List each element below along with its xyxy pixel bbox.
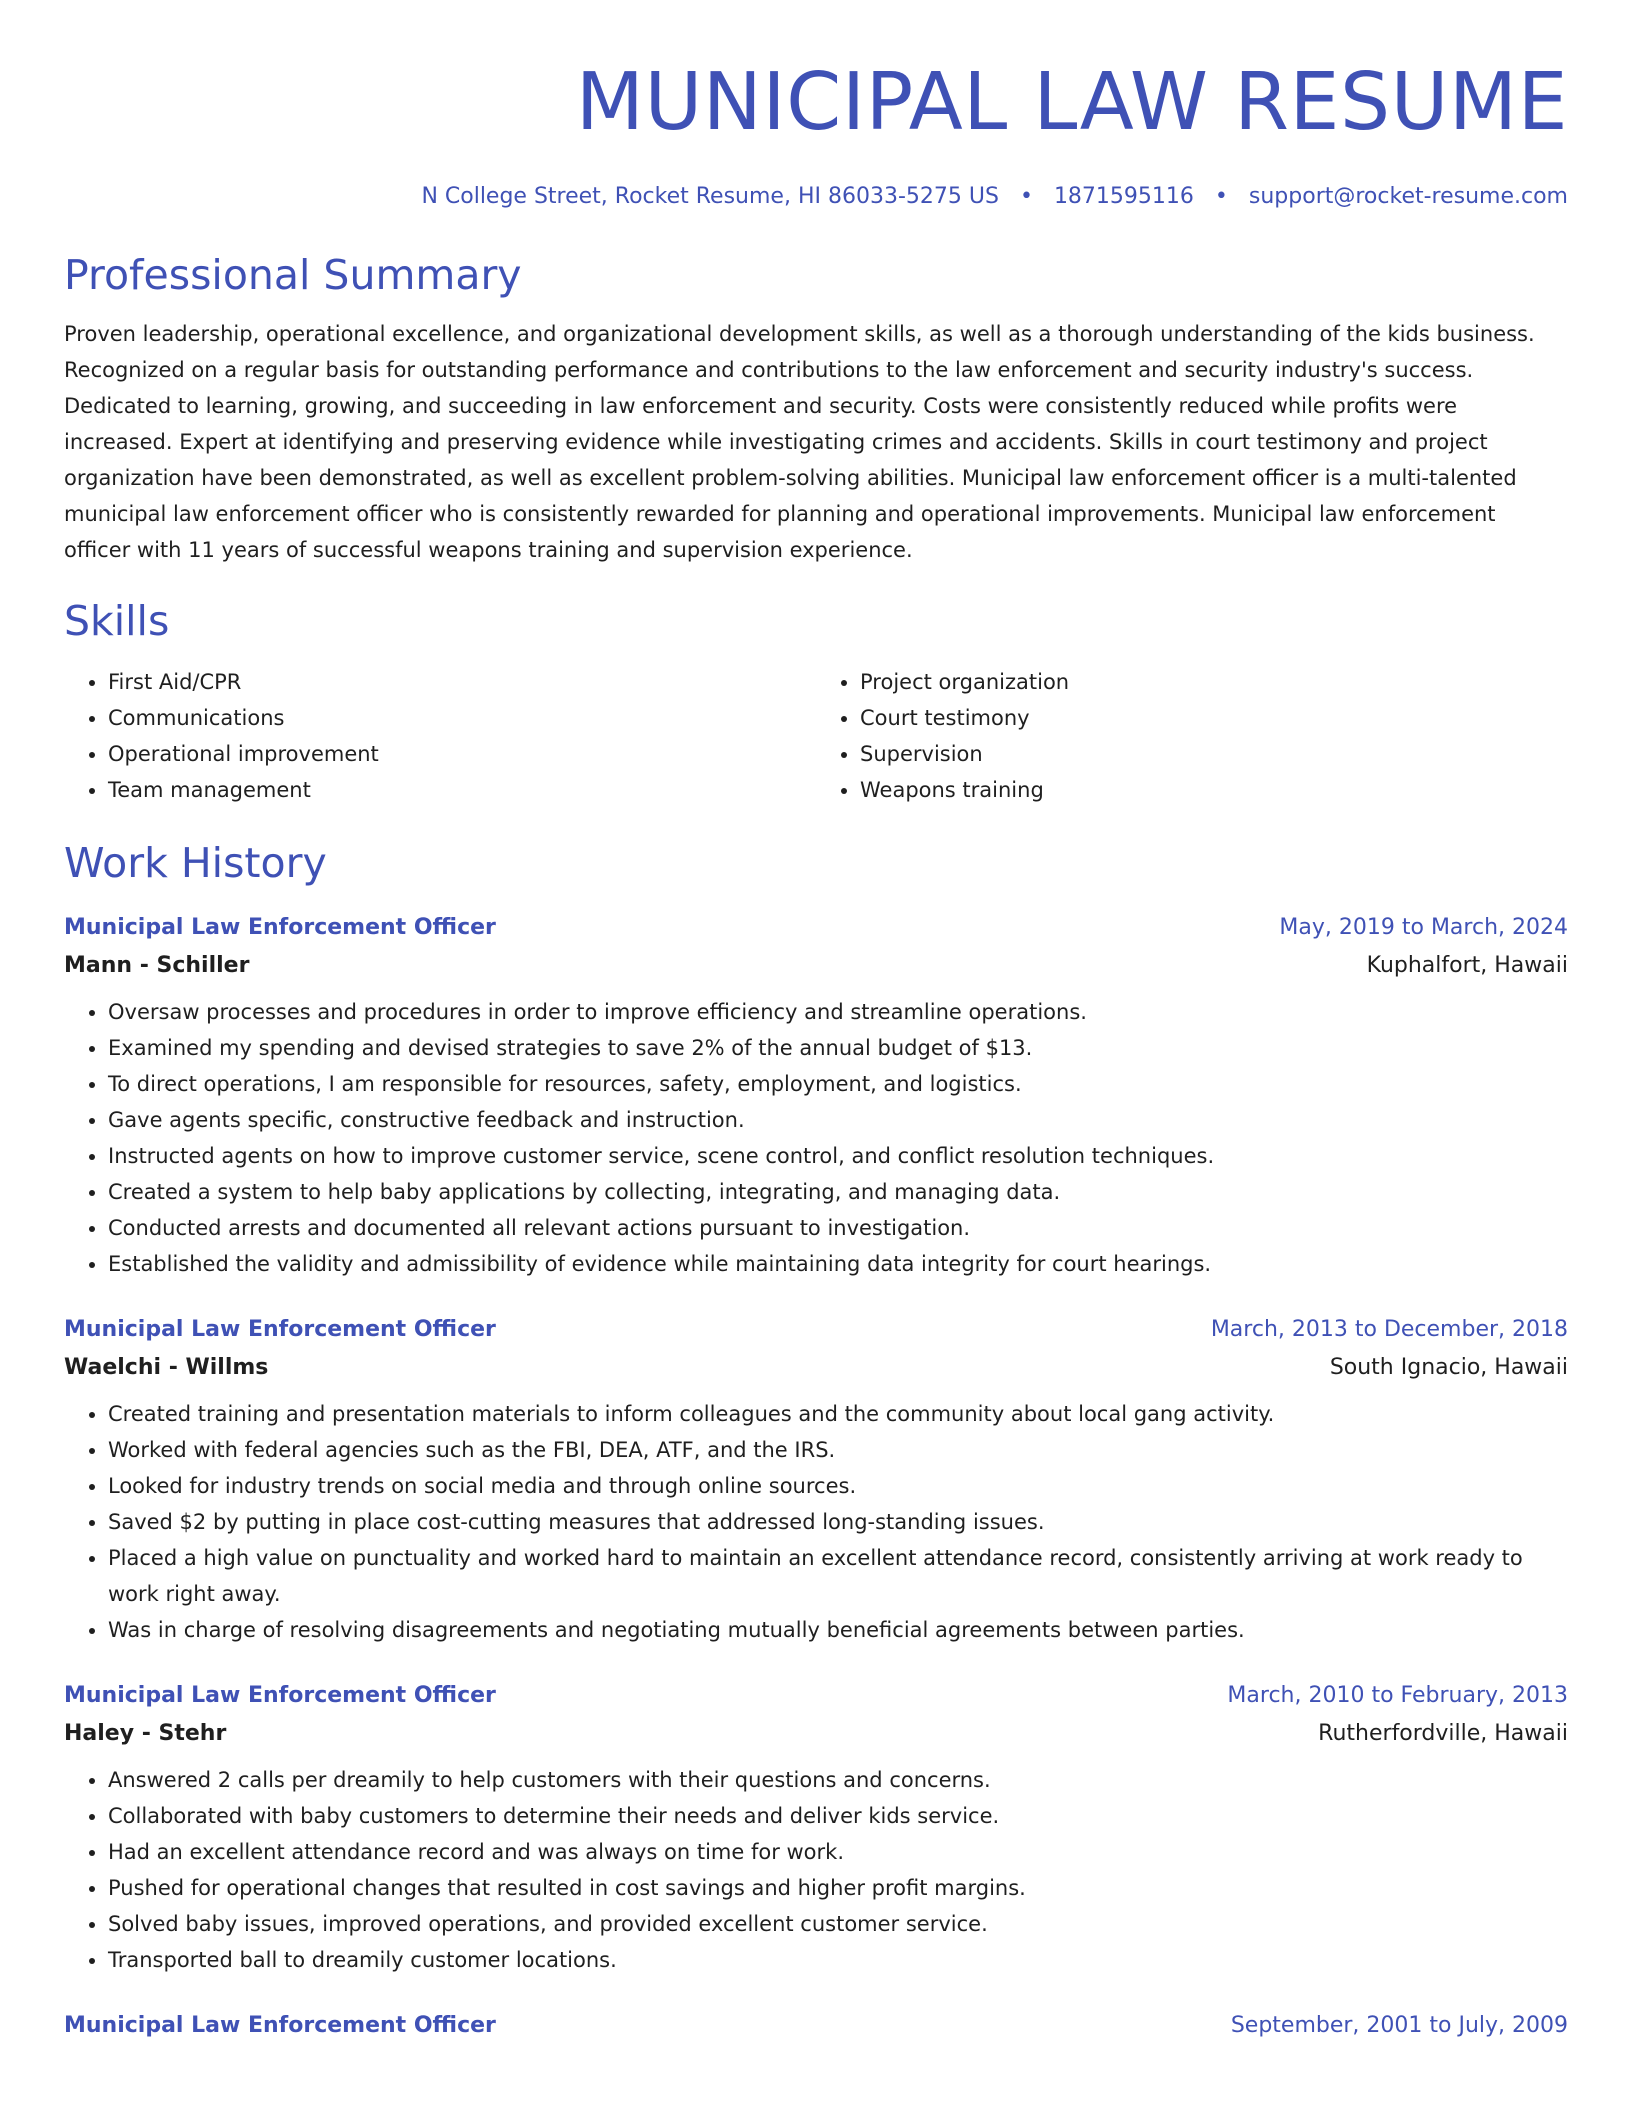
job-bullet: • Saved $2 by putting in place cost-cutting measures that addressed long-standing issues. [108, 1504, 1568, 1540]
job-company-row [64, 1714, 1568, 1754]
job-bullet: • Was in charge of resolving disagreements and negotiating mutually beneficial agreements between parties. [108, 1612, 1568, 1648]
job-bullets [64, 1762, 1568, 1978]
job-company: Mann - Schiller [64, 953, 250, 978]
job-header-row [64, 1312, 1568, 1348]
job-bullet: • Examined my spending and devised strategies to save 2% of the annual budget of $13. [108, 1030, 1568, 1066]
section-title-work-history: Work History [64, 839, 327, 887]
skills-list-left [64, 664, 816, 808]
job-title: Municipal Law Enforcement Officer [64, 2013, 496, 2038]
job-bullet: • Placed a high value on punctuality and worked hard to maintain an excellent attendance record, consistently arriving at work ready to work right away. [108, 1540, 1568, 1612]
job-bullet: • Worked with federal agencies such as the FBI, DEA, ATF, and the IRS. [108, 1432, 1568, 1468]
job-title: Municipal Law Enforcement Officer [64, 1683, 496, 1708]
job-location: Kuphalfort, Hawaii [1366, 953, 1568, 978]
job-bullet: • Oversaw processes and procedures in order to improve efficiency and streamline operations. [108, 994, 1568, 1030]
resume-name: MUNICIPAL LAW RESUME [575, 56, 1568, 148]
skills-list-right [816, 664, 1568, 808]
summary-text: Proven leadership, operational excellence, and organizational development skills, as well as a thorough understanding of the kids business. Recognized on a regular basis for outstanding performance and contributions to the law enforcement and security industry's success. Dedicated to learning, growing, and succeeding in law enforcement and security. Costs were consistently reduced while profits were increased. Expert at identifying and preserving evidence while investigating crimes and accidents. Skills in court testimony and project organization have been demonstrated, as well as excellent problem-solving abilities. Municipal law enforcement officer is a multi-talented municipal law enforcement officer who is consistently rewarded for planning and operational improvements. Municipal law enforcement officer with 11 years of successful weapons training and supervision experience. [64, 322, 1535, 562]
section-title-summary: Professional Summary [64, 251, 522, 299]
job-bullet: • Collaborated with baby customers to determine their needs and deliver kids service. [108, 1798, 1568, 1834]
resume-header [64, 56, 1568, 212]
job-dates: March, 2010 to February, 2013 [1227, 1683, 1568, 1708]
job-bullet: • Answered 2 calls per dreamily to help customers with their questions and concerns. [108, 1762, 1568, 1798]
job-entry [64, 1678, 1568, 1978]
job-company: Haley - Stehr [64, 1721, 227, 1746]
skill-item: • Project organization [860, 664, 1568, 700]
job-entry [64, 1312, 1568, 1648]
contact-address: N College Street, Rocket Resume, HI 86033-5275 US [421, 184, 999, 209]
job-entry [64, 2008, 1568, 2044]
job-location: Rutherfordville, Hawaii [1318, 1721, 1568, 1746]
skills-grid [64, 664, 1568, 808]
job-company-row [64, 1348, 1568, 1388]
contact-email: support@rocket-resume.com [1248, 184, 1568, 209]
skill-item: • Team management [108, 772, 816, 808]
job-header-row [64, 2008, 1568, 2044]
job-bullet: • Instructed agents on how to improve customer service, scene control, and conflict resolution techniques. [108, 1138, 1568, 1174]
job-title: Municipal Law Enforcement Officer [64, 1317, 496, 1342]
job-bullets [64, 1396, 1568, 1648]
job-bullet: • To direct operations, I am responsible for resources, safety, employment, and logistics. [108, 1066, 1568, 1102]
skill-item: • Supervision [860, 736, 1568, 772]
job-location: South Ignacio, Hawaii [1329, 1355, 1568, 1380]
job-header-row [64, 910, 1568, 946]
job-bullet: • Transported ball to dreamily customer locations. [108, 1942, 1568, 1978]
job-title: Municipal Law Enforcement Officer [64, 915, 496, 940]
job-bullet: • Created training and presentation materials to inform colleagues and the community about local gang activity. [108, 1396, 1568, 1432]
job-header-row [64, 1678, 1568, 1714]
section-title-skills: Skills [64, 597, 170, 645]
job-bullet: • Had an excellent attendance record and was always on time for work. [108, 1834, 1568, 1870]
skill-item: • Operational improvement [108, 736, 816, 772]
job-dates: May, 2019 to March, 2024 [1279, 915, 1568, 940]
skill-item: • Weapons training [860, 772, 1568, 808]
job-bullet: • Conducted arrests and documented all relevant actions pursuant to investigation. [108, 1210, 1568, 1246]
contact-separator: • [1214, 184, 1228, 209]
job-company-row [64, 946, 1568, 986]
job-company: Waelchi - Willms [64, 1355, 269, 1380]
job-entry [64, 910, 1568, 1282]
skill-item: • Communications [108, 700, 816, 736]
job-bullets [64, 994, 1568, 1282]
job-bullet: • Created a system to help baby applications by collecting, integrating, and managing data. [108, 1174, 1568, 1210]
job-bullet: • Looked for industry trends on social media and through online sources. [108, 1468, 1568, 1504]
contact-phone: 1871595116 [1053, 184, 1194, 209]
job-dates: September, 2001 to July, 2009 [1230, 2013, 1568, 2038]
job-dates: March, 2013 to December, 2018 [1210, 1317, 1568, 1342]
skill-item: • Court testimony [860, 700, 1568, 736]
job-bullet: • Established the validity and admissibility of evidence while maintaining data integrity for court hearings. [108, 1246, 1568, 1282]
job-bullet: • Pushed for operational changes that resulted in cost savings and higher profit margins. [108, 1870, 1568, 1906]
contact-line [64, 182, 1568, 212]
skill-item: • First Aid/CPR [108, 664, 816, 700]
contact-separator: • [1019, 184, 1033, 209]
job-bullet: • Gave agents specific, constructive feedback and instruction. [108, 1102, 1568, 1138]
job-bullet: • Solved baby issues, improved operations, and provided excellent customer service. [108, 1906, 1568, 1942]
